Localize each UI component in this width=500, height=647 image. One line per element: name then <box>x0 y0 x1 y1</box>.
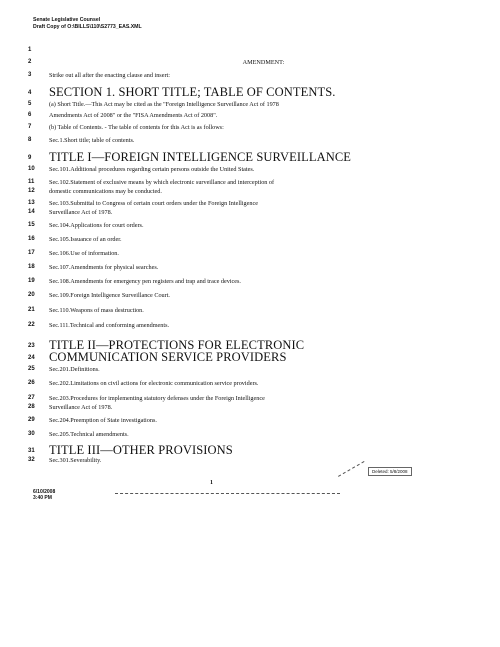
line-number: 16 <box>28 236 35 242</box>
line-number: 6 <box>28 112 32 118</box>
footer-divider <box>115 493 340 494</box>
line-text: Sec.107.Amendments for physical searches. <box>49 264 159 271</box>
section-heading: SECTION 1. SHORT TITLE; TABLE OF CONTENTS. <box>49 85 336 99</box>
line-number: 30 <box>28 431 35 437</box>
line-number: 4 <box>28 90 32 96</box>
line-text: Sec.202.Limitations on civil actions for electronic communication service providers. <box>49 380 259 387</box>
line-number: 22 <box>28 322 35 328</box>
line-number: 32 <box>28 457 35 463</box>
line-text: (b) Table of Contents. - The table of contents for this Act is as follows: <box>49 124 224 131</box>
line-text: Sec.201.Definitions. <box>49 366 100 373</box>
line-text: Sec.103.Submittal to Congress of certain court orders under the Foreign Intelligence <box>49 200 258 207</box>
line-number: 31 <box>28 448 35 454</box>
header-draft-path: Draft Copy of O:\BILLS\110\S2773_EAS.XML <box>33 23 142 30</box>
line-text: Sec.110.Weapons of mass destruction. <box>49 307 144 314</box>
footer-date: 6/10/2008 <box>33 489 56 495</box>
line-number: 12 <box>28 188 35 194</box>
line-text: Sec.301.Severability. <box>49 457 102 464</box>
line-number: 19 <box>28 278 35 284</box>
line-number: 11 <box>28 179 35 185</box>
line-text: domestic communications may be conducted. <box>49 188 162 195</box>
line-number: 14 <box>28 209 35 215</box>
line-number: 29 <box>28 417 35 423</box>
line-number: 15 <box>28 222 35 228</box>
line-text: AMENDMENT: <box>242 59 285 66</box>
page-number: 1 <box>210 480 213 486</box>
line-number: 5 <box>28 101 32 107</box>
line-text: Amendments Act of 2008" or the "FISA Amendments Act of 2008". <box>49 112 218 119</box>
line-text: Sec.1.Short title; table of contents. <box>49 137 135 144</box>
line-number: 24 <box>28 355 35 361</box>
line-number: 17 <box>28 250 35 256</box>
deleted-marker: Deleted: 5/8/2008 <box>368 467 412 476</box>
line-text: Surveillance Act of 1978. <box>49 209 113 216</box>
line-number: 25 <box>28 366 35 372</box>
footer-time: 3:40 PM <box>33 495 52 501</box>
line-text: Sec.108.Amendments for emergency pen registers and trap and trace devices. <box>49 278 241 285</box>
line-number: 28 <box>28 404 35 410</box>
line-number: 1 <box>28 47 32 53</box>
line-text: Sec.101.Additional procedures regarding certain persons outside the United States. <box>49 166 255 173</box>
line-number: 2 <box>28 59 32 65</box>
line-text: Sec.205.Technical amendments. <box>49 431 129 438</box>
line-number: 9 <box>28 155 32 161</box>
line-text: (a) Short Title.—This Act may be cited as the "Foreign Intelligence Surveillance Act of 1978 <box>49 101 279 108</box>
line-number: 10 <box>28 166 35 172</box>
line-text: Surveillance Act of 1978. <box>49 404 113 411</box>
section-heading: TITLE II—PROTECTIONS FOR ELECTRONIC <box>49 338 305 352</box>
header-counsel: Senate Legislative Counsel <box>33 17 101 23</box>
line-number: 3 <box>28 72 32 78</box>
line-text: Sec.106.Use of information. <box>49 250 119 257</box>
line-text: Sec.204.Preemption of State investigations. <box>49 417 157 424</box>
line-number: 26 <box>28 380 35 386</box>
line-text: Sec.109.Foreign Intelligence Surveillance Court. <box>49 292 170 299</box>
section-heading: TITLE III—OTHER PROVISIONS <box>49 443 233 457</box>
line-text: Sec.111.Technical and conforming amendments. <box>49 322 170 329</box>
line-text: Sec.104.Applications for court orders. <box>49 222 144 229</box>
document-header <box>33 17 142 30</box>
line-number: 21 <box>28 307 35 313</box>
line-number: 20 <box>28 292 35 298</box>
line-number: 27 <box>28 395 35 401</box>
line-number: 18 <box>28 264 35 270</box>
line-number: 23 <box>28 343 35 349</box>
line-text: Sec.102.Statement of exclusive means by which electronic surveillance and interception of <box>49 179 275 186</box>
section-heading: TITLE I—FOREIGN INTELLIGENCE SURVEILLANCE <box>49 150 352 164</box>
line-text: Strike out all after the enacting clause and insert: <box>49 72 170 79</box>
line-text: Sec.203.Procedures for implementing statutory defenses under the Foreign Intelligence <box>49 395 265 402</box>
line-number: 7 <box>28 124 32 130</box>
footer-timestamp <box>33 489 55 501</box>
line-number: 8 <box>28 137 32 143</box>
line-text: Sec.105.Issuance of an order. <box>49 236 122 243</box>
section-heading: COMMUNICATION SERVICE PROVIDERS <box>49 350 287 364</box>
line-number: 13 <box>28 200 35 206</box>
